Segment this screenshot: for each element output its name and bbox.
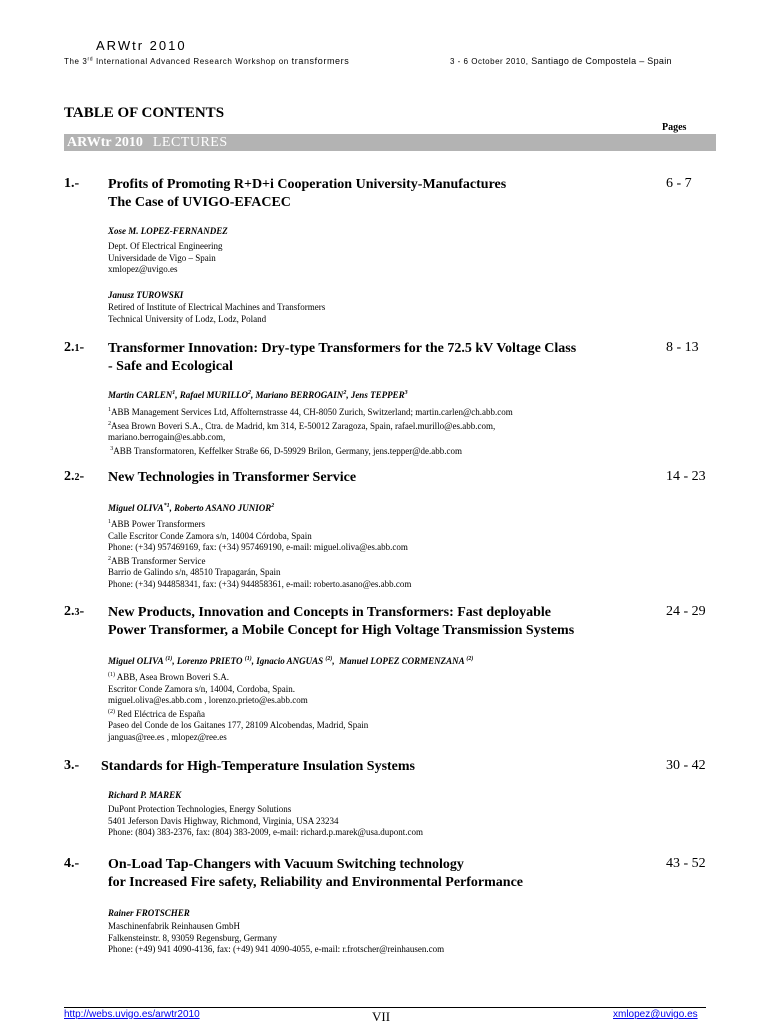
entry-pages: 8 - 13 — [666, 340, 699, 355]
toc-heading: TABLE OF CONTENTS — [64, 105, 225, 121]
entry-pages: 30 - 42 — [666, 758, 706, 773]
entry-author: Rainer FROTSCHER — [108, 908, 190, 918]
entry-affiliation: DuPont Protection Technologies, Energy Solutions 5401 Jeferson Davis Highway, Richmond, Virginia, USA 23234 Phone: (804) 383-2376, fax: (804) 383-2009, e-mail: richard.p.marek@usa.dupont.com — [108, 804, 423, 837]
entry-affiliation: Retired of Institute of Electrical Machines and Transformers Technical University of Lodz, Lodz, Poland — [108, 302, 326, 324]
page-number: VII — [372, 1009, 391, 1024]
email-link[interactable]: xmlopez@uvigo.es — [613, 1009, 698, 1020]
entry-author: Xose M. LOPEZ-FERNANDEZ — [108, 226, 228, 236]
entry-number: 2.3- — [64, 604, 85, 619]
section-bar-title: ARWtr 2010 — [67, 135, 143, 150]
entry-pages: 24 - 29 — [666, 604, 706, 619]
footer-divider — [64, 1007, 706, 1008]
workshop-date-place: 3 - 6 October 2010, Santiago de Compostela – Spain — [450, 56, 672, 66]
entry-pages: 14 - 23 — [666, 469, 706, 484]
entry-authors: Miguel OLIVA $^{(1)}$, Lorenzo PRIETO $^{(1)}$, Ignacio ANGUAS $^{(2)}$, Manuel LOPEZ CORMENZANA $^{(2)}$ — [108, 656, 474, 666]
entry-affiliation: $^1$ABB Power Transformers Calle Escritor Conde Zamora s/n, 14004 Córdoba, Spain Phone: (+34) 957469169, fax: (+34) 957469190, e-mail: miguel.oliva@es.abb.com $^2$ABB Transformer Service Barrio de Galindo s/n, 48510 Trapagarán, Spain Phone: (+34) 944858341, fax: (+34) 944858361, e-mail: roberto.asano@es.abb.com — [108, 519, 412, 589]
entry-affiliation: $^1$ABB Management Services Ltd, Affolternstrasse 44, CH-8050 Zurich, Switzerland; martin.carlen@ch.abb.com $^2$Asea Brown Boveri S.A., Ctra. de Madrid, km 314, E-50012 Zaragoza, Spain, rafael.murillo@es.abb.com, mariano.berrogain@es.abb.com, $^3$ABB Transformatoren, Keffelker Straße 66, D-59929 Brilon, Germany, jens.tepper@de.abb.com — [108, 407, 513, 456]
entry-affiliation: Maschinenfabrik Reinhausen GmbH Falkensteinstr. 8, 93059 Regensburg, Germany Phone: (+49) 941 4090-4136, fax: (+49) 941 4090-4055, e-mail: r.frotscher@reinhausen.com — [108, 921, 445, 954]
entry-affiliation: Dept. Of Electrical Engineering Universidade de Vigo – Spain xmlopez@uvigo.es — [108, 241, 223, 274]
pages-column-label: Pages — [662, 122, 687, 133]
entry-title: New Technologies in Transformer Service — [108, 470, 357, 485]
entry-title: Standards for High-Temperature Insulation Systems — [101, 759, 416, 774]
entry-authors: Martin CARLEN$^1$, Rafael MURILLO$^2$, Mariano BERROGAIN$^2$, Jens TEPPER$^3$ — [108, 390, 408, 400]
entry-title: Profits of Promoting R+D+i Cooperation University-Manufactures The Case of UVIGO-EFACEC — [108, 177, 507, 210]
workshop-subtitle: The 3rd International Advanced Research Workshop on transformers — [64, 56, 350, 66]
section-bar-label: LECTURES — [152, 135, 228, 150]
entry-number: 4.- — [64, 856, 80, 871]
entry-pages: 6 - 7 — [666, 176, 692, 191]
entry-number: 2.1- — [64, 340, 85, 355]
entry-number: 2.2- — [64, 469, 85, 484]
workshop-title: ARWtr 2010 — [96, 38, 187, 53]
entry-title: New Products, Innovation and Concepts in Transformers: Fast deployable Power Transformer, a Mobile Concept for High Voltage Transmission Systems — [108, 605, 575, 638]
entry-number: 1.- — [64, 176, 80, 191]
entry-author: Richard P. MAREK — [108, 790, 182, 800]
entry-authors: Miguel OLIVA$^{*1}$, Roberto ASANO JUNIOR$^2$ — [108, 503, 275, 513]
section-bar — [64, 134, 716, 151]
entry-title: Transformer Innovation: Dry-type Transformers for the 72.5 kV Voltage Class - Safe and Ecological — [108, 341, 577, 374]
website-link[interactable]: http://webs.uvigo.es/arwtr2010 — [64, 1009, 200, 1020]
entry-affiliation: $^{(1)}$ ABB, Asea Brown Boveri S.A. Escritor Conde Zamora s/n, 14004, Cordoba, Spain. miguel.oliva@es.abb.com , lorenzo.prieto@es.abb.com $^{(2)}$ Red Eléctrica de España Paseo del Conde de los Gaitanes 177, 28109 Alcobendas, Madrid, Spain janguas@ree.es , mlopez@ree.es — [108, 672, 369, 742]
entry-author: Janusz TUROWSKI — [108, 290, 184, 300]
entry-title: On-Load Tap-Changers with Vacuum Switching technology for Increased Fire safety, Reliability and Environmental Performance — [108, 857, 524, 890]
entry-number: 3.- — [64, 758, 80, 773]
entry-pages: 43 - 52 — [666, 856, 706, 871]
